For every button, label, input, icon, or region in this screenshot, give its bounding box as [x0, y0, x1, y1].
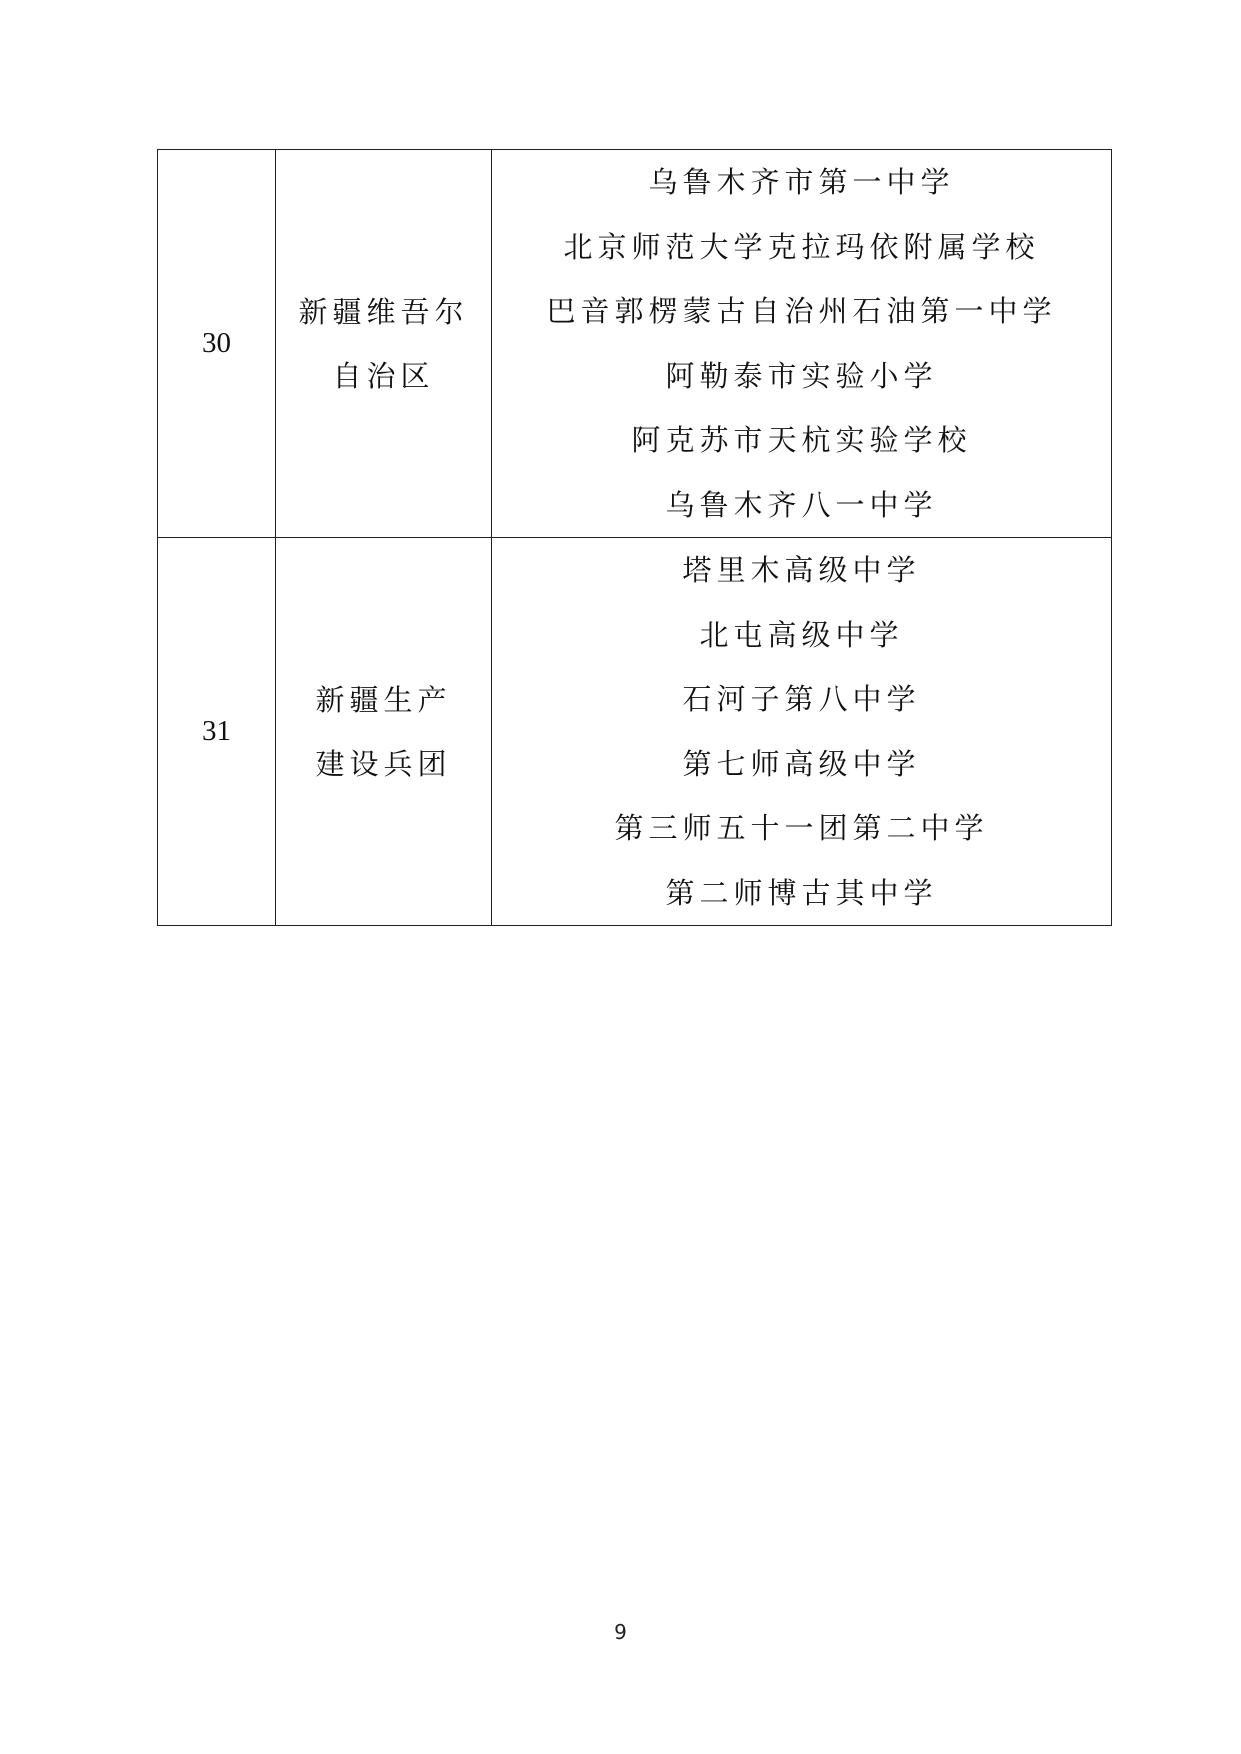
region-line: 新疆维吾尔: [298, 294, 469, 329]
school-name: 乌鲁木齐八一中学: [665, 487, 938, 522]
school-name: 第七师高级中学: [682, 746, 921, 781]
school-name: 北京师范大学克拉玛依附属学校: [563, 229, 1040, 264]
school-name: 石河子第八中学: [682, 682, 921, 716]
school-name: 巴音郭楞蒙古自治州石油第一中学: [546, 294, 1057, 328]
page-number: 9: [614, 1620, 627, 1644]
region-line: 建设兵团: [315, 746, 452, 781]
region-line: 新疆生产: [315, 682, 452, 717]
table-row: [158, 538, 1112, 926]
row-number-cell: 31: [158, 538, 276, 926]
schools-table: [157, 149, 1112, 926]
region-line: 自治区: [332, 358, 435, 393]
school-name: 乌鲁木齐市第一中学: [648, 165, 955, 199]
school-name: 塔里木高级中学: [682, 553, 921, 587]
table-row: [158, 150, 1112, 538]
school-name: 第三师五十一团第二中学: [614, 811, 989, 845]
row-number-cell: 30: [158, 150, 276, 538]
school-list: [492, 150, 1111, 537]
school-list: [492, 538, 1111, 925]
schools-cell: [492, 150, 1112, 538]
school-name: 第二师博古其中学: [665, 875, 938, 910]
school-name: 阿克苏市天杭实验学校: [631, 423, 972, 457]
region-cell: [276, 150, 492, 538]
schools-cell: [492, 538, 1112, 926]
region-cell: [276, 538, 492, 926]
school-name: 阿勒泰市实验小学: [665, 358, 938, 393]
school-name: 北屯高级中学: [699, 617, 904, 652]
